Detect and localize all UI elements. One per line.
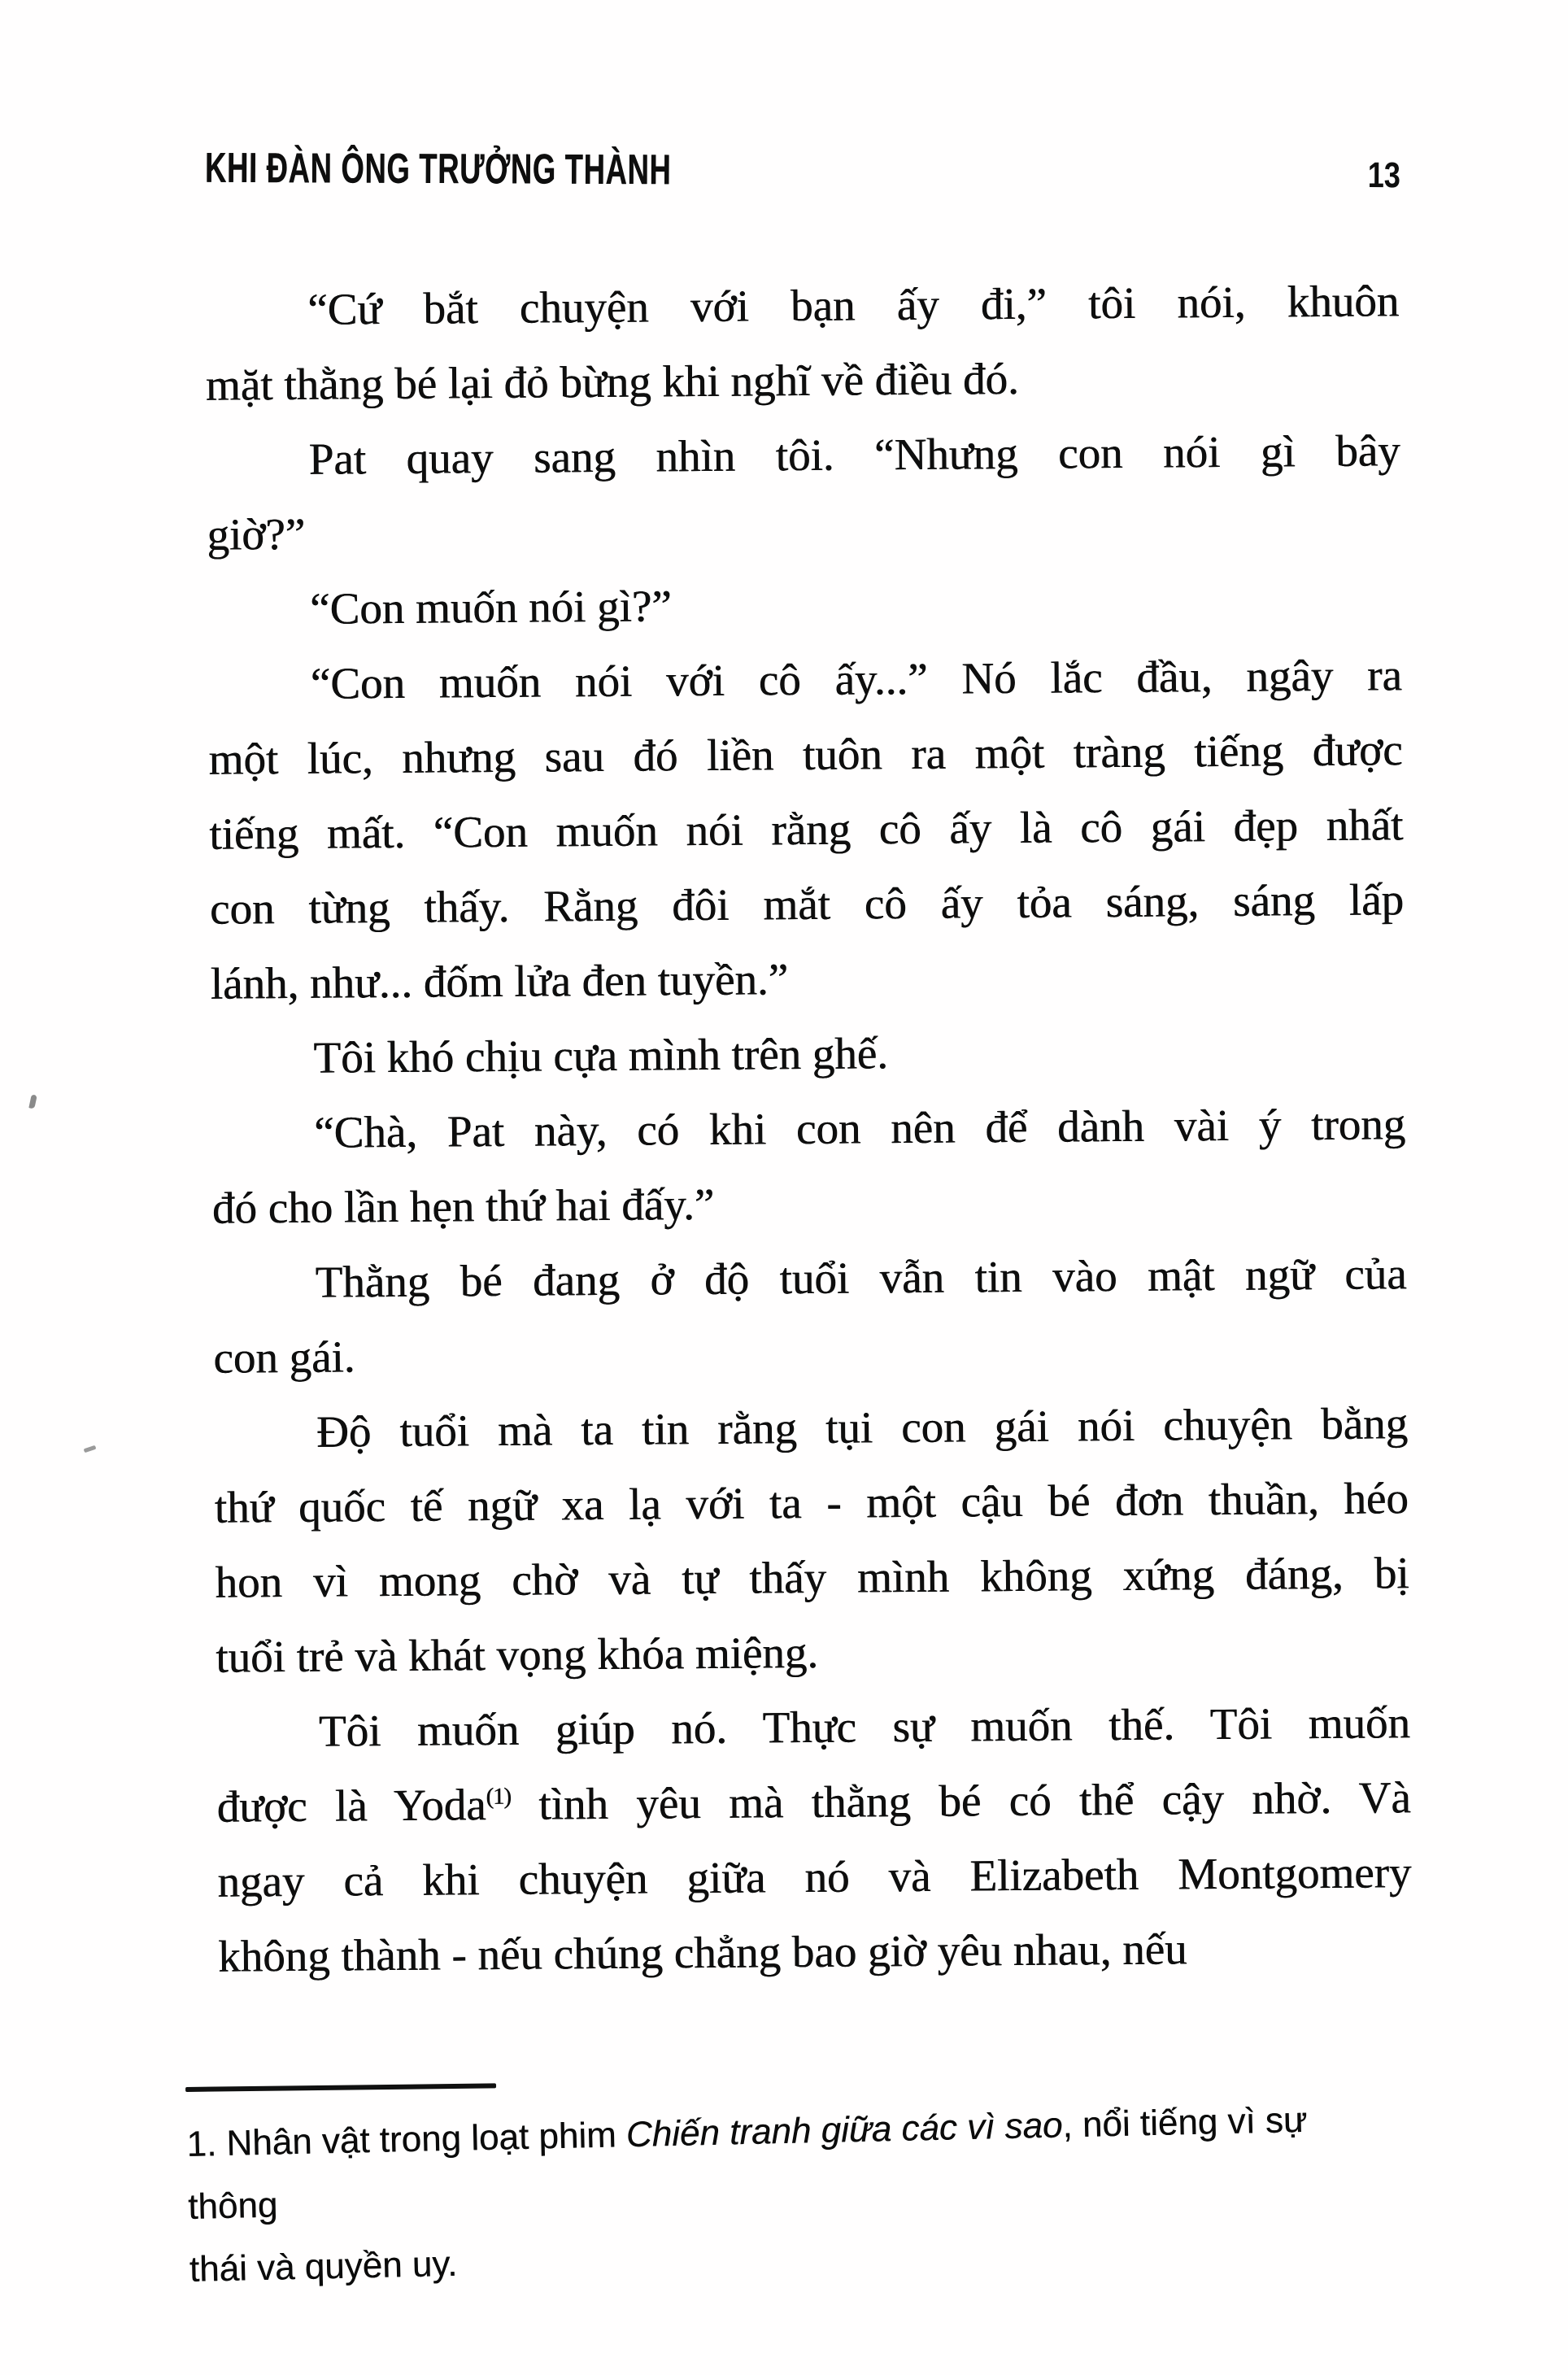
text-line: “Cứ bắt chuyện với bạn ấy đi,” tôi nói, khuôn	[307, 276, 1400, 334]
text-line: không thành - nếu chúng chẳng bao giờ yêu nhau, nếu	[218, 1924, 1187, 1981]
running-header	[205, 144, 1400, 198]
text-line: “Chà, Pat này, có khi con nên để dành vài ý trong	[314, 1099, 1406, 1157]
scan-artifact	[84, 1445, 97, 1453]
text-line: tuổi trẻ và khát vọng khóa miệng.	[216, 1627, 819, 1682]
text-line: Tôi muốn giúp nó. Thực sự muốn thế. Tôi muốn	[318, 1697, 1411, 1756]
text-line: Thằng bé đang ở độ tuổi vẫn tin vào mật ngữ của	[315, 1249, 1407, 1307]
page-number: 13	[1367, 155, 1401, 196]
text-line: “Con muốn nói gì?”	[310, 581, 673, 634]
footnote-segment: 1. Nhân vật trong loạt phim	[186, 2115, 627, 2164]
text-line: giờ?”	[207, 508, 306, 560]
text-line: Pat quay sang nhìn tôi. “Nhưng con nói gì bây	[308, 425, 1401, 484]
text-line: Tôi khó chịu cựa mình trên ghế.	[313, 1028, 889, 1083]
text-line: con gái.	[213, 1331, 355, 1383]
scan-artifact	[28, 1094, 37, 1109]
body-text	[205, 264, 1413, 1994]
text-line: một lúc, nhưng sau đó liền tuôn ra một tràng tiếng được	[208, 725, 1403, 784]
footnote-text	[186, 2087, 1386, 2301]
text-line: mặt thằng bé lại đỏ bừng khi nghĩ về điều đó.	[205, 353, 1020, 410]
text-line: tiếng mất. “Con muốn nói rằng cô ấy là cô gái đẹp nhất	[209, 800, 1404, 859]
text-line: “Con muốn nói với cô ấy...” Nó lắc đầu, ngây ra	[310, 650, 1403, 708]
footnote-rule	[185, 2083, 496, 2092]
text-line: thứ quốc tế ngữ xa lạ với ta - một cậu bé đơn thuần, héo	[214, 1473, 1409, 1532]
text-line: con từng thấy. Rằng đôi mắt cô ấy tỏa sáng, sáng lấp	[209, 874, 1405, 934]
footnote	[185, 2061, 1385, 2301]
footnote-segment-italic: Chiến tranh giữa các vì sao	[625, 2105, 1063, 2155]
footnote-segment: , nổi tiếng vì sự thông	[187, 2099, 1308, 2227]
text-line: đó cho lần hẹn thứ hai đấy.”	[211, 1179, 715, 1233]
header-title: KHI ĐÀN ÔNG TRƯỞNG THÀNH	[204, 144, 672, 194]
footnote-segment: thái và quyền uy.	[189, 2243, 458, 2290]
text-line: ngay cả khi chuyện giữa nó và Elizabeth Montgomery	[217, 1847, 1412, 1907]
text-line: hon vì mong chờ và tự thấy mình không xứng đáng, bị	[215, 1548, 1409, 1607]
text-line: lánh, như... đốm lửa đen tuyền.”	[210, 954, 789, 1009]
text-line: Độ tuổi mà ta tin rằng tụi con gái nói chuyện bằng	[316, 1398, 1409, 1457]
text-line: được là Yoda$^{(1)}$ tình yêu mà thằng bé có thể cậy nhờ. Và	[216, 1772, 1412, 1832]
